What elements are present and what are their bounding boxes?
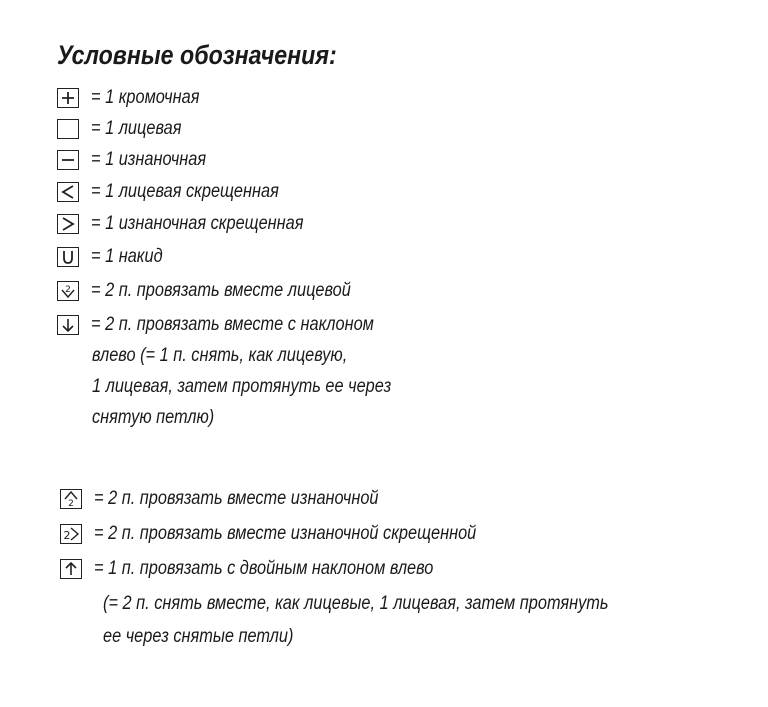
legend-item	[60, 487, 425, 511]
legend-item-text: = 1 изнаночная	[91, 149, 207, 170]
legend-item-text: = 2 п. провязать вместе лицевой	[91, 280, 351, 301]
down-arrow-icon	[57, 315, 79, 335]
legend-item-text: = 1 изнаночная скрещенная	[91, 213, 304, 234]
legend-item	[57, 279, 393, 303]
legend-item	[57, 313, 420, 337]
legend-item-continuation: влево (= 1 п. снять, как лицевую,	[92, 345, 348, 366]
legend-title: Условные обозначения:	[57, 40, 337, 70]
svg-text:2: 2	[68, 499, 74, 508]
two-together-knit-icon	[57, 281, 79, 301]
legend-item-text: = 2 п. провязать вместе с наклоном	[91, 314, 374, 335]
greater-than-icon	[57, 214, 79, 234]
less-than-icon	[57, 182, 79, 202]
dash-icon	[57, 150, 79, 170]
legend-item-text: = 1 накид	[91, 246, 163, 267]
legend-item	[57, 117, 196, 141]
u-icon	[57, 247, 79, 267]
legend-item	[57, 86, 217, 110]
legend-item	[57, 245, 174, 269]
legend-item	[60, 557, 489, 581]
legend-item-continuation: ее через снятые петли)	[103, 626, 294, 647]
legend-item-text: = 1 кромочная	[91, 87, 200, 108]
legend-item-text: = 1 лицевая	[91, 118, 182, 139]
legend-item-text: = 1 п. провязать с двойным наклоном влево	[94, 558, 434, 579]
two-together-purl-crossed-icon	[60, 524, 82, 544]
legend-item	[57, 180, 309, 204]
legend-item	[57, 212, 338, 236]
two-together-purl-icon	[60, 489, 82, 509]
legend-item-text: = 2 п. провязать вместе изнаночной	[94, 488, 379, 509]
legend-item-continuation: 1 лицевая, затем протянуть ее через	[92, 376, 392, 397]
legend-item	[57, 148, 225, 172]
legend-item-text: = 1 лицевая скрещенная	[91, 181, 279, 202]
legend-item	[60, 522, 539, 546]
up-arrow-icon	[60, 559, 82, 579]
plus-icon	[57, 88, 79, 108]
legend-item-continuation: (= 2 п. снять вместе, как лицевые, 1 лицевая, затем протянуть	[103, 593, 609, 614]
svg-text:2: 2	[63, 529, 71, 542]
legend-item-text: = 2 п. провязать вместе изнаночной скрещенной	[94, 523, 477, 544]
svg-text:2: 2	[65, 285, 71, 295]
empty-square-icon	[57, 119, 79, 139]
legend-item-continuation: снятую петлю)	[92, 407, 215, 428]
